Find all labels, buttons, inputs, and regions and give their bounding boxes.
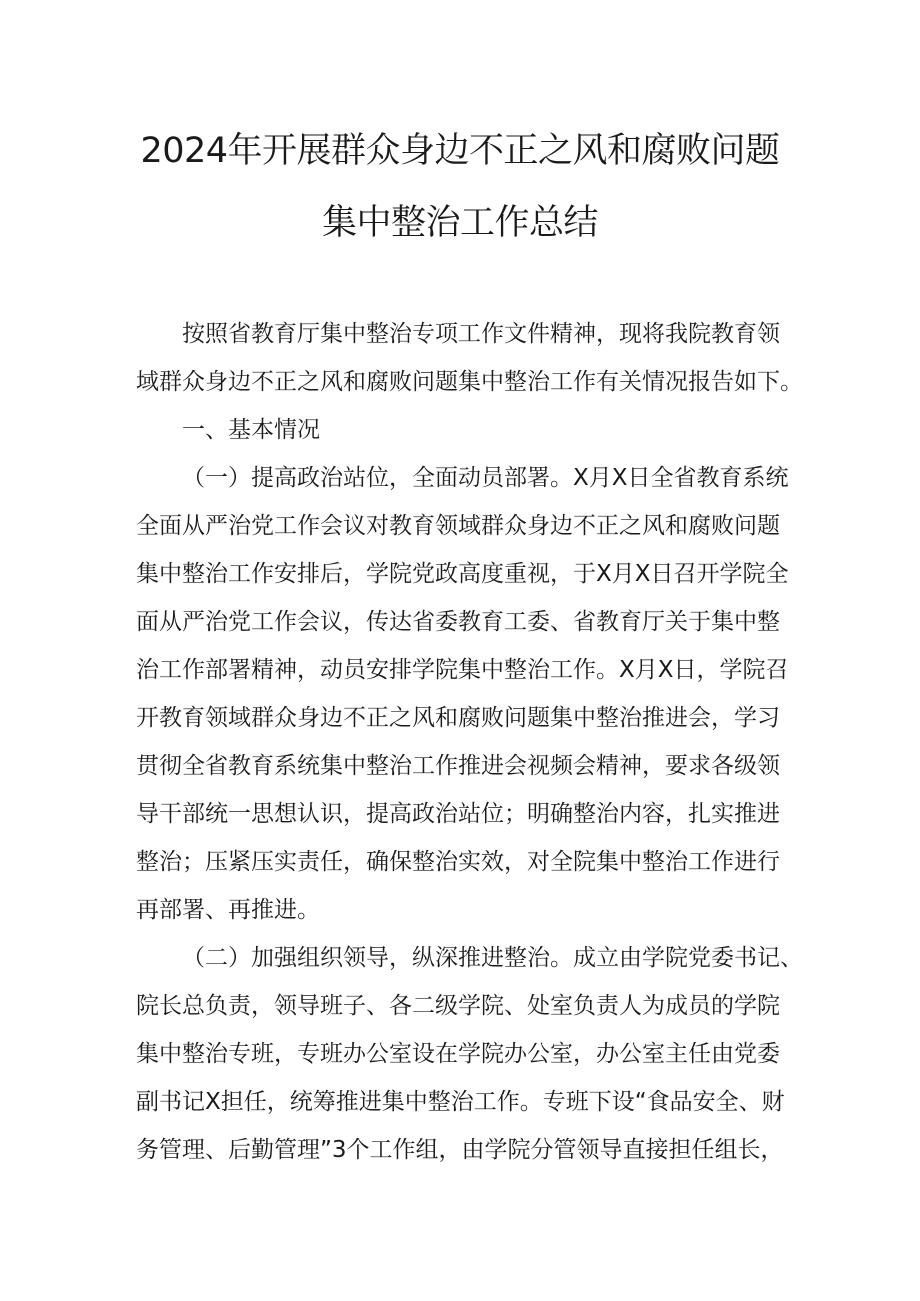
document-body: [136, 310, 803, 1174]
section-heading: 一、基本情况: [182, 417, 320, 443]
document-title-line-1: 2024年开展群众身边不正之风和腐败问题: [140, 131, 780, 171]
paragraph-line: 域群众身边不正之风和腐败问题集中整治工作有关情况报告如下。: [136, 369, 803, 395]
paragraph-line: 治工作部署精神，动员安排学院集中整治工作。X月X日，学院召: [136, 657, 789, 683]
paragraph-line: （一）提高政治站位，全面动员部署。X月X日全省教育系统: [182, 465, 789, 491]
paragraph-line: 导干部统一思想认识，提高政治站位；明确整治内容，扎实推进: [136, 801, 780, 827]
paragraph-line: 副书记X担任，统筹推进集中整治工作。专班下设“食品安全、财: [136, 1089, 785, 1115]
document-title-line-2: 集中整治工作总结: [321, 203, 598, 243]
paragraph-line: 按照省教育厅集中整治专项工作文件精神，现将我院教育领: [182, 321, 780, 347]
paragraph-line: 全面从严治党工作会议对教育领域群众身边不正之风和腐败问题: [136, 513, 780, 539]
paragraph-line: 院长总负责，领导班子、各二级学院、处室负责人为成员的学院: [136, 993, 780, 1019]
paragraph-line: 再部署、再推进。: [136, 897, 320, 923]
paragraph-line: 集中整治工作安排后，学院党政高度重视，于X月X日召开学院全: [136, 561, 789, 587]
paragraph-line: 集中整治专班，专班办公室设在学院办公室，办公室主任由党委: [136, 1041, 780, 1067]
paragraph-line: 开教育领域群众身边不正之风和腐败问题集中整治推进会，学习: [136, 705, 780, 731]
paragraph-line: 面从严治党工作会议，传达省委教育工委、省教育厅关于集中整: [136, 609, 780, 635]
paragraph-line: 务管理、后勤管理”3个工作组，由学院分管领导直接担任组长，: [136, 1137, 784, 1163]
paragraph-line: 整治；压紧压实责任，确保整治实效，对全院集中整治工作进行: [136, 849, 780, 875]
paragraph-line: （二）加强组织领导，纵深推进整治。成立由学院党委书记、: [182, 945, 803, 971]
paragraph-line: 贯彻全省教育系统集中整治工作推进会视频会精神，要求各级领: [136, 753, 780, 779]
